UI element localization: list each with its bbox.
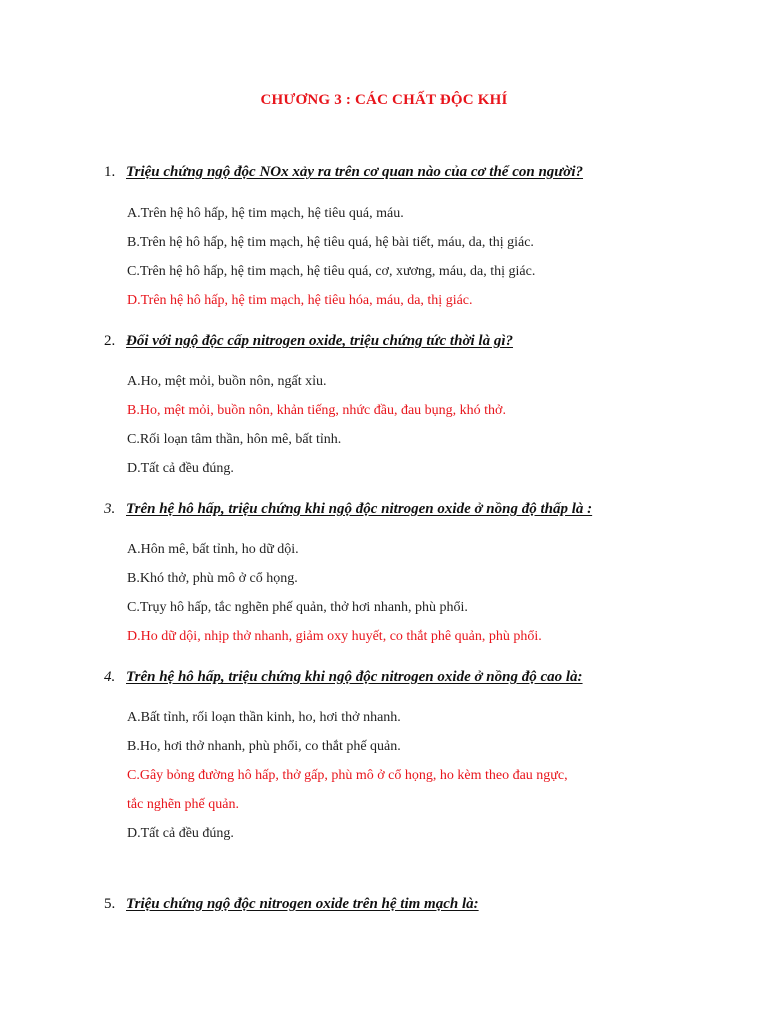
correct-answer-option: D.Trên hệ hô hấp, hệ tim mạch, hệ tiêu hóa, máu, da, thị giác. bbox=[127, 293, 473, 308]
question-1 bbox=[0, 164, 768, 186]
question-number: 5. bbox=[104, 896, 116, 912]
question-text: Đối với ngộ độc cấp nitrogen oxide, triệu chứng tức thời là gì? bbox=[126, 333, 513, 349]
question-2 bbox=[0, 333, 768, 355]
question-text: Triệu chứng ngộ độc NOx xảy ra trên cơ quan nào của cơ thể con người? bbox=[126, 164, 584, 180]
question-line bbox=[0, 669, 768, 691]
answer-option: A.Trên hệ hô hấp, hệ tim mạch, hệ tiêu quá, máu. bbox=[127, 206, 404, 221]
question-text: Triệu chứng ngộ độc nitrogen oxide trên hệ tim mạch là: bbox=[126, 896, 479, 912]
answer-option: B.Trên hệ hô hấp, hệ tim mạch, hệ tiêu quá, hệ bài tiết, máu, da, thị giác. bbox=[127, 235, 534, 250]
correct-answer-option: C.Gây bỏng đường hô hấp, thở gấp, phù mô ở cổ họng, ho kèm theo đau ngực, bbox=[127, 768, 568, 783]
answer-option: A.Hôn mê, bất tỉnh, ho dữ dội. bbox=[127, 542, 299, 557]
question-4 bbox=[0, 669, 768, 691]
answer-list-4 bbox=[127, 703, 687, 848]
question-3 bbox=[0, 501, 768, 523]
answer-option: D.Tất cả đều đúng. bbox=[127, 826, 234, 841]
correct-answer-option: B.Ho, mệt mỏi, buồn nôn, khản tiếng, nhức đầu, đau bụng, khó thở. bbox=[127, 403, 506, 418]
question-line bbox=[0, 896, 768, 918]
answer-option: C.Trên hệ hô hấp, hệ tim mạch, hệ tiêu quá, cơ, xương, máu, da, thị giác. bbox=[127, 264, 536, 279]
question-number: 3. bbox=[104, 501, 116, 517]
answer-option: A.Bất tỉnh, rối loạn thần kinh, ho, hơi thở nhanh. bbox=[127, 710, 401, 725]
question-number: 2. bbox=[104, 333, 116, 349]
question-text: Trên hệ hô hấp, triệu chứng khi ngộ độc nitrogen oxide ở nồng độ thấp là : bbox=[126, 501, 593, 517]
answer-list-1 bbox=[127, 199, 687, 315]
answer-option: C.Rối loạn tâm thần, hôn mê, bất tỉnh. bbox=[127, 432, 342, 447]
correct-answer-continuation: tắc nghẽn phế quản. bbox=[127, 797, 239, 812]
answer-option: B.Khó thở, phù mô ở cổ họng. bbox=[127, 571, 298, 586]
question-number: 4. bbox=[104, 669, 116, 685]
question-line bbox=[0, 164, 768, 186]
answer-list-3 bbox=[127, 535, 687, 651]
answer-option: B.Ho, hơi thở nhanh, phù phổi, co thắt phế quản. bbox=[127, 739, 401, 754]
question-number: 1. bbox=[104, 164, 116, 180]
correct-answer-option: D.Ho dữ dội, nhịp thở nhanh, giảm oxy huyết, co thắt phê quản, phù phổi. bbox=[127, 629, 542, 644]
question-text: Trên hệ hô hấp, triệu chứng khi ngộ độc nitrogen oxide ở nồng độ cao là: bbox=[126, 669, 583, 685]
answer-option: A.Ho, mệt mỏi, buồn nôn, ngất xỉu. bbox=[127, 374, 327, 389]
answer-list-2 bbox=[127, 367, 687, 483]
answer-option: D.Tất cả đều đúng. bbox=[127, 461, 234, 476]
chapter-title: CHƯƠNG 3 : CÁC CHẤT ĐỘC KHÍ bbox=[260, 92, 508, 108]
question-5 bbox=[0, 896, 768, 918]
answer-option: C.Trụy hô hấp, tắc nghẽn phế quản, thở hơi nhanh, phù phổi. bbox=[127, 600, 468, 615]
question-line bbox=[0, 333, 768, 355]
question-line bbox=[0, 501, 768, 523]
